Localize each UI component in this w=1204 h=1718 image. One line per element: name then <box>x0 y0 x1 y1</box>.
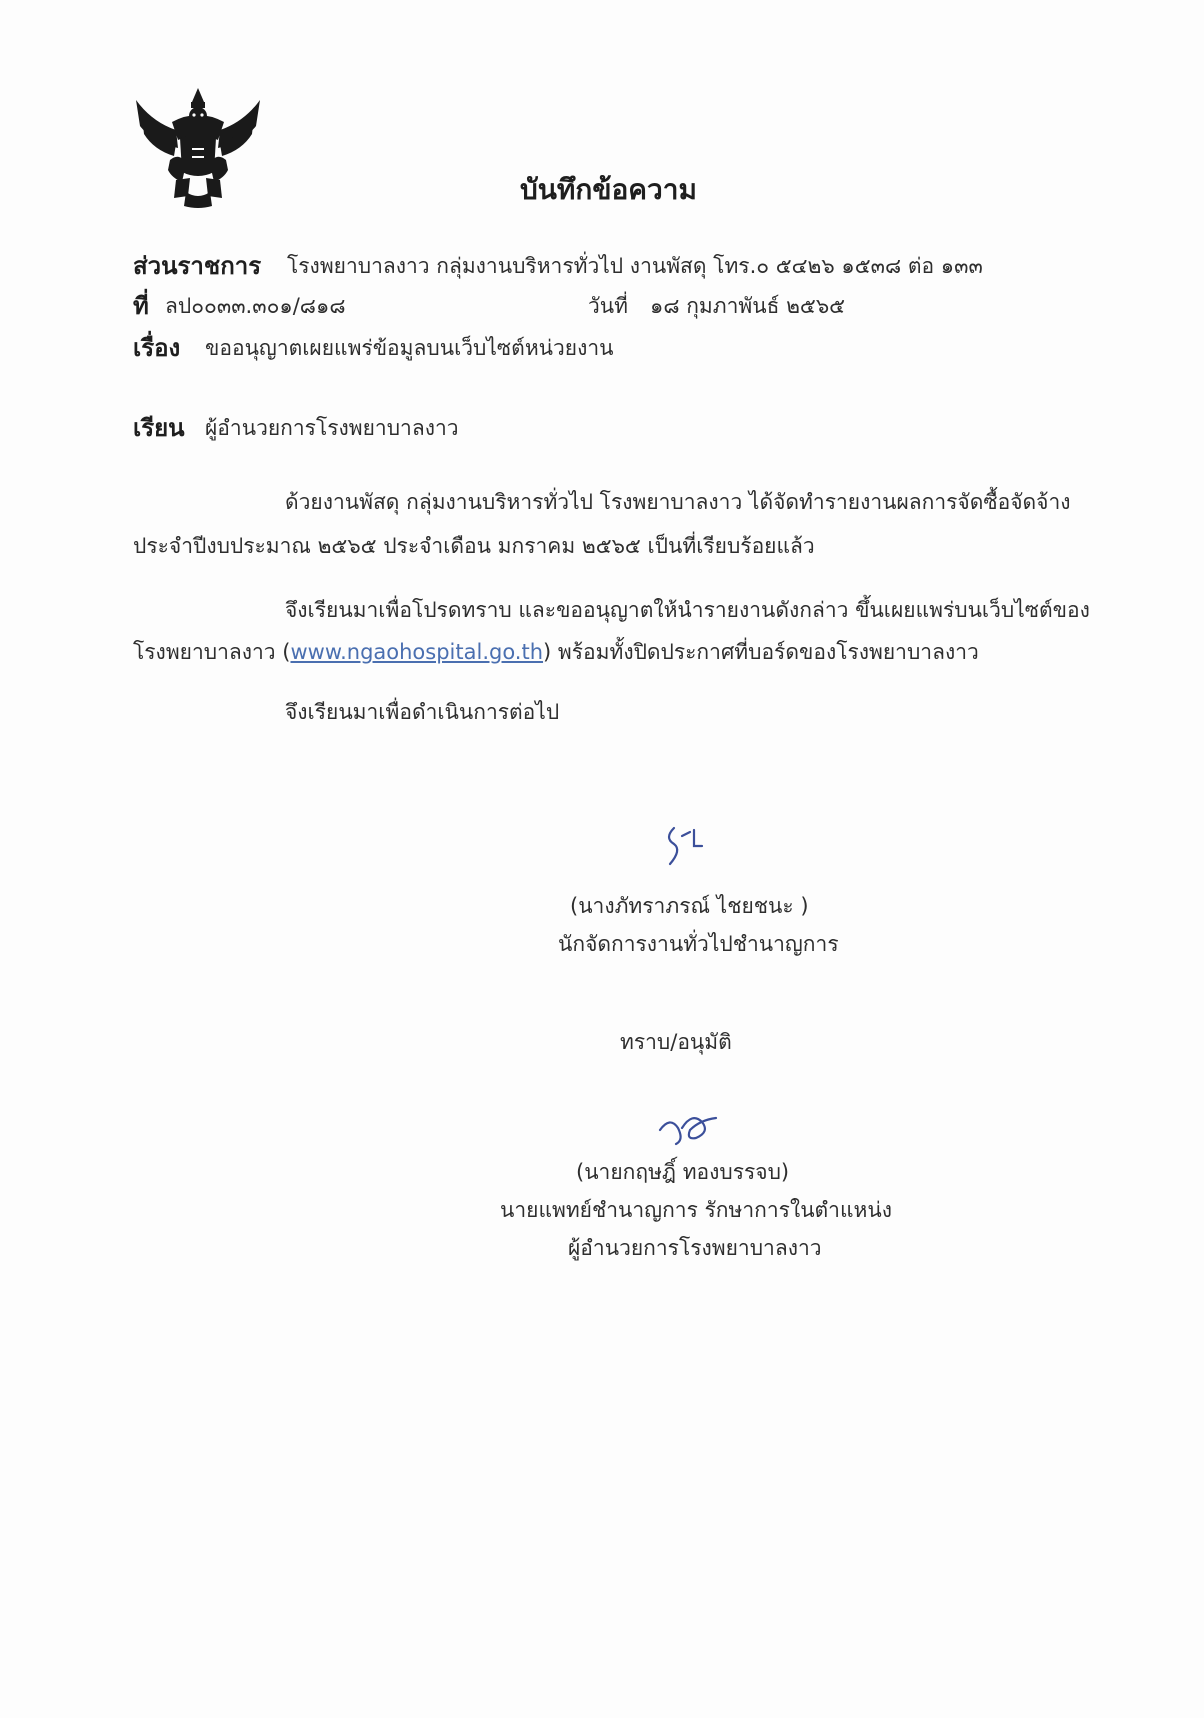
to-label: เรียน <box>133 414 185 442</box>
approval-text: ทราบ/อนุมัติ <box>620 1030 732 1054</box>
date-label: วันที่ <box>588 294 628 318</box>
signer1-name: (นางภัทราภรณ์ ไชยชนะ ) <box>570 894 809 918</box>
signature-1-icon <box>660 820 720 870</box>
signer2-position-line2: ผู้อำนวยการโรงพยาบาลงาว <box>568 1236 822 1260</box>
subject-label: เรื่อง <box>133 334 181 362</box>
ref-label: ที่ <box>133 292 149 320</box>
para1-line1: ด้วยงานพัสดุ กลุ่มงานบริหารทั่วไป โรงพยาบาลงาว ได้จัดทำรายงานผลการจัดซื้อจัดจ้าง <box>285 490 1071 514</box>
agency-value: โรงพยาบาลงาว กลุ่มงานบริหารทั่วไป งานพัสดุ โทร.๐ ๕๔๒๖ ๑๕๓๘ ต่อ ๑๓๓ <box>287 254 983 278</box>
memo-title: บันทึกข้อความ <box>520 173 697 206</box>
signature-2-icon <box>656 1108 726 1150</box>
subject-value: ขออนุญาตเผยแพร่ข้อมูลบนเว็บไซต์หน่วยงาน <box>205 336 614 360</box>
agency-label: ส่วนราชการ <box>133 252 262 280</box>
website-link[interactable]: www.ngaohospital.go.th <box>290 640 544 664</box>
para3: จึงเรียนมาเพื่อดำเนินการต่อไป <box>285 700 560 724</box>
para1-line2: ประจำปีงบประมาณ ๒๕๖๕ ประจำเดือน มกราคม ๒๕๖๕ เป็นที่เรียบร้อยแล้ว <box>133 534 815 558</box>
to-value: ผู้อำนวยการโรงพยาบาลงาว <box>205 416 459 440</box>
garuda-emblem-icon <box>132 82 264 212</box>
signer1-position: นักจัดการงานทั่วไปชำนาญการ <box>558 932 839 956</box>
para2-line2-prefix: โรงพยาบาลงาว <box>133 640 276 664</box>
signer2-position-line1: นายแพทย์ชำนาญการ รักษาการในตำแหน่ง <box>500 1198 892 1222</box>
date-value: ๑๘ กุมภาพันธ์ ๒๕๖๕ <box>650 294 846 318</box>
para2-line2-suffix: พร้อมทั้งปิดประกาศที่บอร์ดของโรงพยาบาลงาว <box>557 640 979 664</box>
para2-line1: จึงเรียนมาเพื่อโปรดทราบ และขออนุญาตให้นำรายงานดังกล่าว ขึ้นเผยแพร่บนเว็บไซต์ของ <box>285 598 1090 622</box>
para2-line2: โรงพยาบาลงาว (www.ngaohospital.go.th) พร้อมทั้งปิดประกาศที่บอร์ดของโรงพยาบาลงาว <box>133 640 979 664</box>
ref-number: ลป๐๐๓๓.๓๐๑/๘๑๘ <box>165 294 346 318</box>
signer2-name: (นายกฤษฎิ์ ทองบรรจบ) <box>576 1160 790 1184</box>
